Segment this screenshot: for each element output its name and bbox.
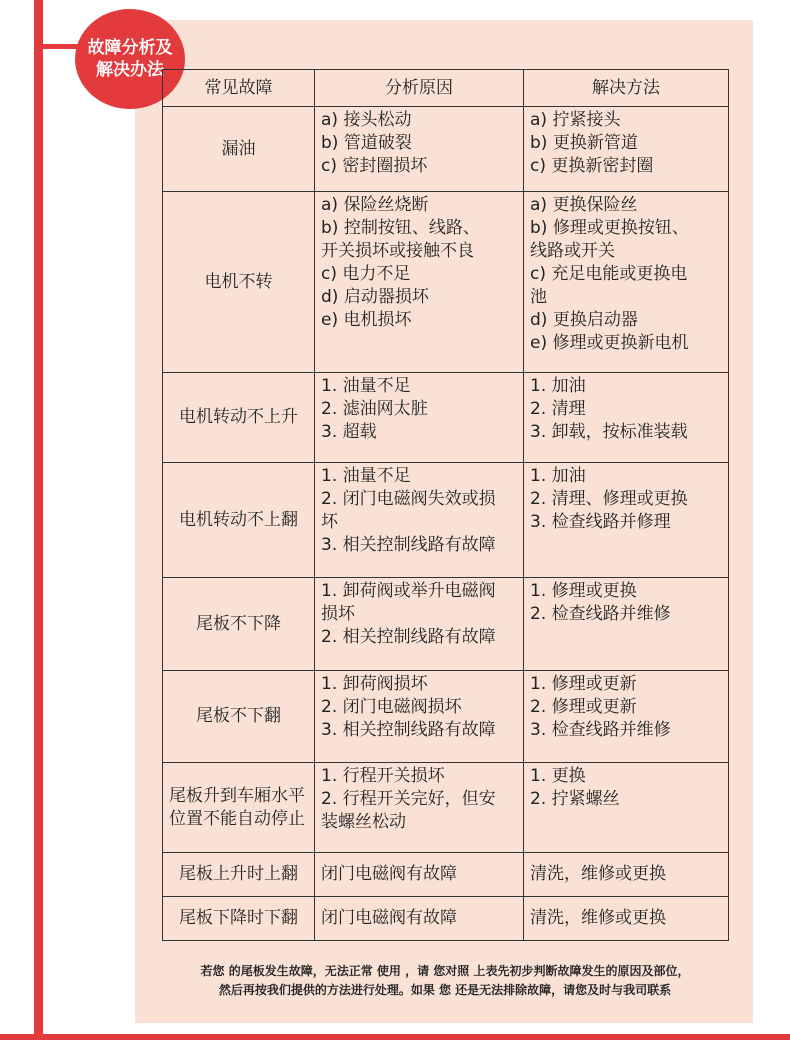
cause-line: 3. 超载 — [321, 422, 377, 442]
cause-line: 闭门电磁阀有故障 — [321, 864, 457, 884]
solution-cell — [524, 853, 729, 897]
fault-cell: 尾板不下降 — [163, 578, 315, 671]
solution-line: 3. 检查线路并修理 — [530, 512, 671, 532]
cause-line: e) 电机损坏 — [321, 310, 412, 330]
table-body — [163, 107, 729, 941]
fault-cell: 电机不转 — [163, 192, 315, 373]
cause-line: 3. 相关控制线路有故障 — [321, 720, 496, 740]
table-row — [163, 578, 729, 671]
cause-line: c) 电力不足 — [321, 264, 411, 284]
cause-line: a) 接头松动 — [321, 110, 412, 130]
solution-line: a) 拧紧接头 — [530, 110, 621, 130]
solution-line: 1. 修理或更新 — [530, 674, 637, 694]
solution-line: a) 更换保险丝 — [530, 195, 638, 215]
cause-cell — [315, 107, 524, 192]
fault-cell: 尾板上升时上翻 — [163, 853, 315, 897]
solution-line: 线路或开关 — [530, 241, 615, 261]
table-row — [163, 897, 729, 941]
fault-cell: 尾板升到车厢水平位置不能自动停止 — [163, 763, 315, 853]
footer-line-1: 若您 的尾板发生故障，无法正常 使用 ，请 您对照 上表先初步判断故障发生的原因及部位， — [200, 964, 690, 978]
solution-line: 2. 清理、修理或更换 — [530, 489, 688, 509]
cause-line: 2. 行程开关完好，但安 — [321, 789, 496, 809]
cause-cell — [315, 671, 524, 763]
solution-line: b) 更换新管道 — [530, 133, 638, 153]
cause-line: 2. 闭门电磁阀损坏 — [321, 697, 462, 717]
table-row — [163, 373, 729, 463]
solution-line: 1. 加油 — [530, 466, 586, 486]
fault-cell: 漏油 — [163, 107, 315, 192]
table-row — [163, 463, 729, 578]
solution-cell — [524, 671, 729, 763]
cause-line: b) 控制按钮、线路、 — [321, 218, 480, 238]
badge-line-2: 解决办法 — [96, 60, 164, 80]
cause-line: 3. 相关控制线路有故障 — [321, 535, 496, 555]
solution-line: 2. 检查线路并维修 — [530, 604, 671, 624]
cause-cell — [315, 373, 524, 463]
cause-line: 2. 滤油网太脏 — [321, 399, 428, 419]
cause-line: 2. 相关控制线路有故障 — [321, 627, 496, 647]
solution-cell — [524, 192, 729, 373]
solution-cell — [524, 373, 729, 463]
left-accent-bar — [34, 0, 43, 1040]
solution-line: 1. 修理或更换 — [530, 581, 637, 601]
table-row — [163, 671, 729, 763]
fault-cell: 电机转动不上翻 — [163, 463, 315, 578]
table-row — [163, 853, 729, 897]
solution-line: 1. 加油 — [530, 376, 586, 396]
solution-line: c) 充足电能或更换电 — [530, 264, 688, 284]
solution-line: 3. 卸载，按标准装载 — [530, 422, 688, 442]
solution-line: c) 更换新密封圈 — [530, 156, 654, 176]
fault-cell: 尾板不下翻 — [163, 671, 315, 763]
cause-line: 装螺丝松动 — [321, 812, 406, 832]
cause-cell — [315, 853, 524, 897]
solution-line: 池 — [530, 287, 547, 307]
header-cause: 分析原因 — [315, 70, 524, 107]
solution-line: b) 修理或更换按钮、 — [530, 218, 689, 238]
solution-line: 1. 更换 — [530, 766, 586, 786]
solution-line: d) 更换启动器 — [530, 310, 638, 330]
header-solution: 解决方法 — [524, 70, 729, 107]
bottom-accent-bar — [0, 1034, 790, 1040]
cause-line: c) 密封圈损坏 — [321, 156, 428, 176]
solution-cell — [524, 763, 729, 853]
cause-line: 1. 油量不足 — [321, 466, 411, 486]
badge-line-1: 故障分析及 — [87, 38, 173, 58]
cause-line: 损坏 — [321, 604, 355, 624]
cause-line: 开关损坏或接触不良 — [321, 241, 474, 261]
cause-cell — [315, 192, 524, 373]
solution-line: 2. 拧紧螺丝 — [530, 789, 620, 809]
table-row — [163, 763, 729, 853]
table-header-row — [163, 70, 729, 107]
solution-cell — [524, 463, 729, 578]
cause-line: b) 管道破裂 — [321, 133, 412, 153]
solution-line: 2. 清理 — [530, 399, 586, 419]
header-fault: 常见故障 — [163, 70, 315, 107]
solution-line: 3. 检查线路并维修 — [530, 720, 671, 740]
cause-line: 1. 行程开关损坏 — [321, 766, 445, 786]
cause-cell — [315, 897, 524, 941]
solution-cell — [524, 107, 729, 192]
solution-line: 清洗，维修或更换 — [530, 864, 666, 884]
cause-line: a) 保险丝烧断 — [321, 195, 429, 215]
cause-line: 1. 油量不足 — [321, 376, 411, 396]
cause-line: 闭门电磁阀有故障 — [321, 908, 457, 928]
fault-table — [162, 69, 729, 941]
cause-cell — [315, 578, 524, 671]
footer-note — [150, 962, 740, 1000]
cause-line: 坏 — [321, 512, 338, 532]
solution-line: 2. 修理或更新 — [530, 697, 637, 717]
cause-cell — [315, 463, 524, 578]
cause-line: d) 启动器损坏 — [321, 287, 429, 307]
fault-cell: 尾板下降时下翻 — [163, 897, 315, 941]
fault-cell: 电机转动不上升 — [163, 373, 315, 463]
solution-cell — [524, 897, 729, 941]
cause-line: 2. 闭门电磁阀失效或损 — [321, 489, 496, 509]
solution-line: 清洗，维修或更换 — [530, 908, 666, 928]
solution-cell — [524, 578, 729, 671]
cause-cell — [315, 763, 524, 853]
cause-line: 1. 卸荷阀损坏 — [321, 674, 428, 694]
footer-line-2: 然后再按我们提供的方法进行处理。如果 您 还是无法排除故障，请您及时与我司联系 — [218, 983, 672, 997]
table-row — [163, 107, 729, 192]
solution-line: e) 修理或更换新电机 — [530, 333, 689, 353]
table-row — [163, 192, 729, 373]
cause-line: 1. 卸荷阀或举升电磁阀 — [321, 581, 496, 601]
